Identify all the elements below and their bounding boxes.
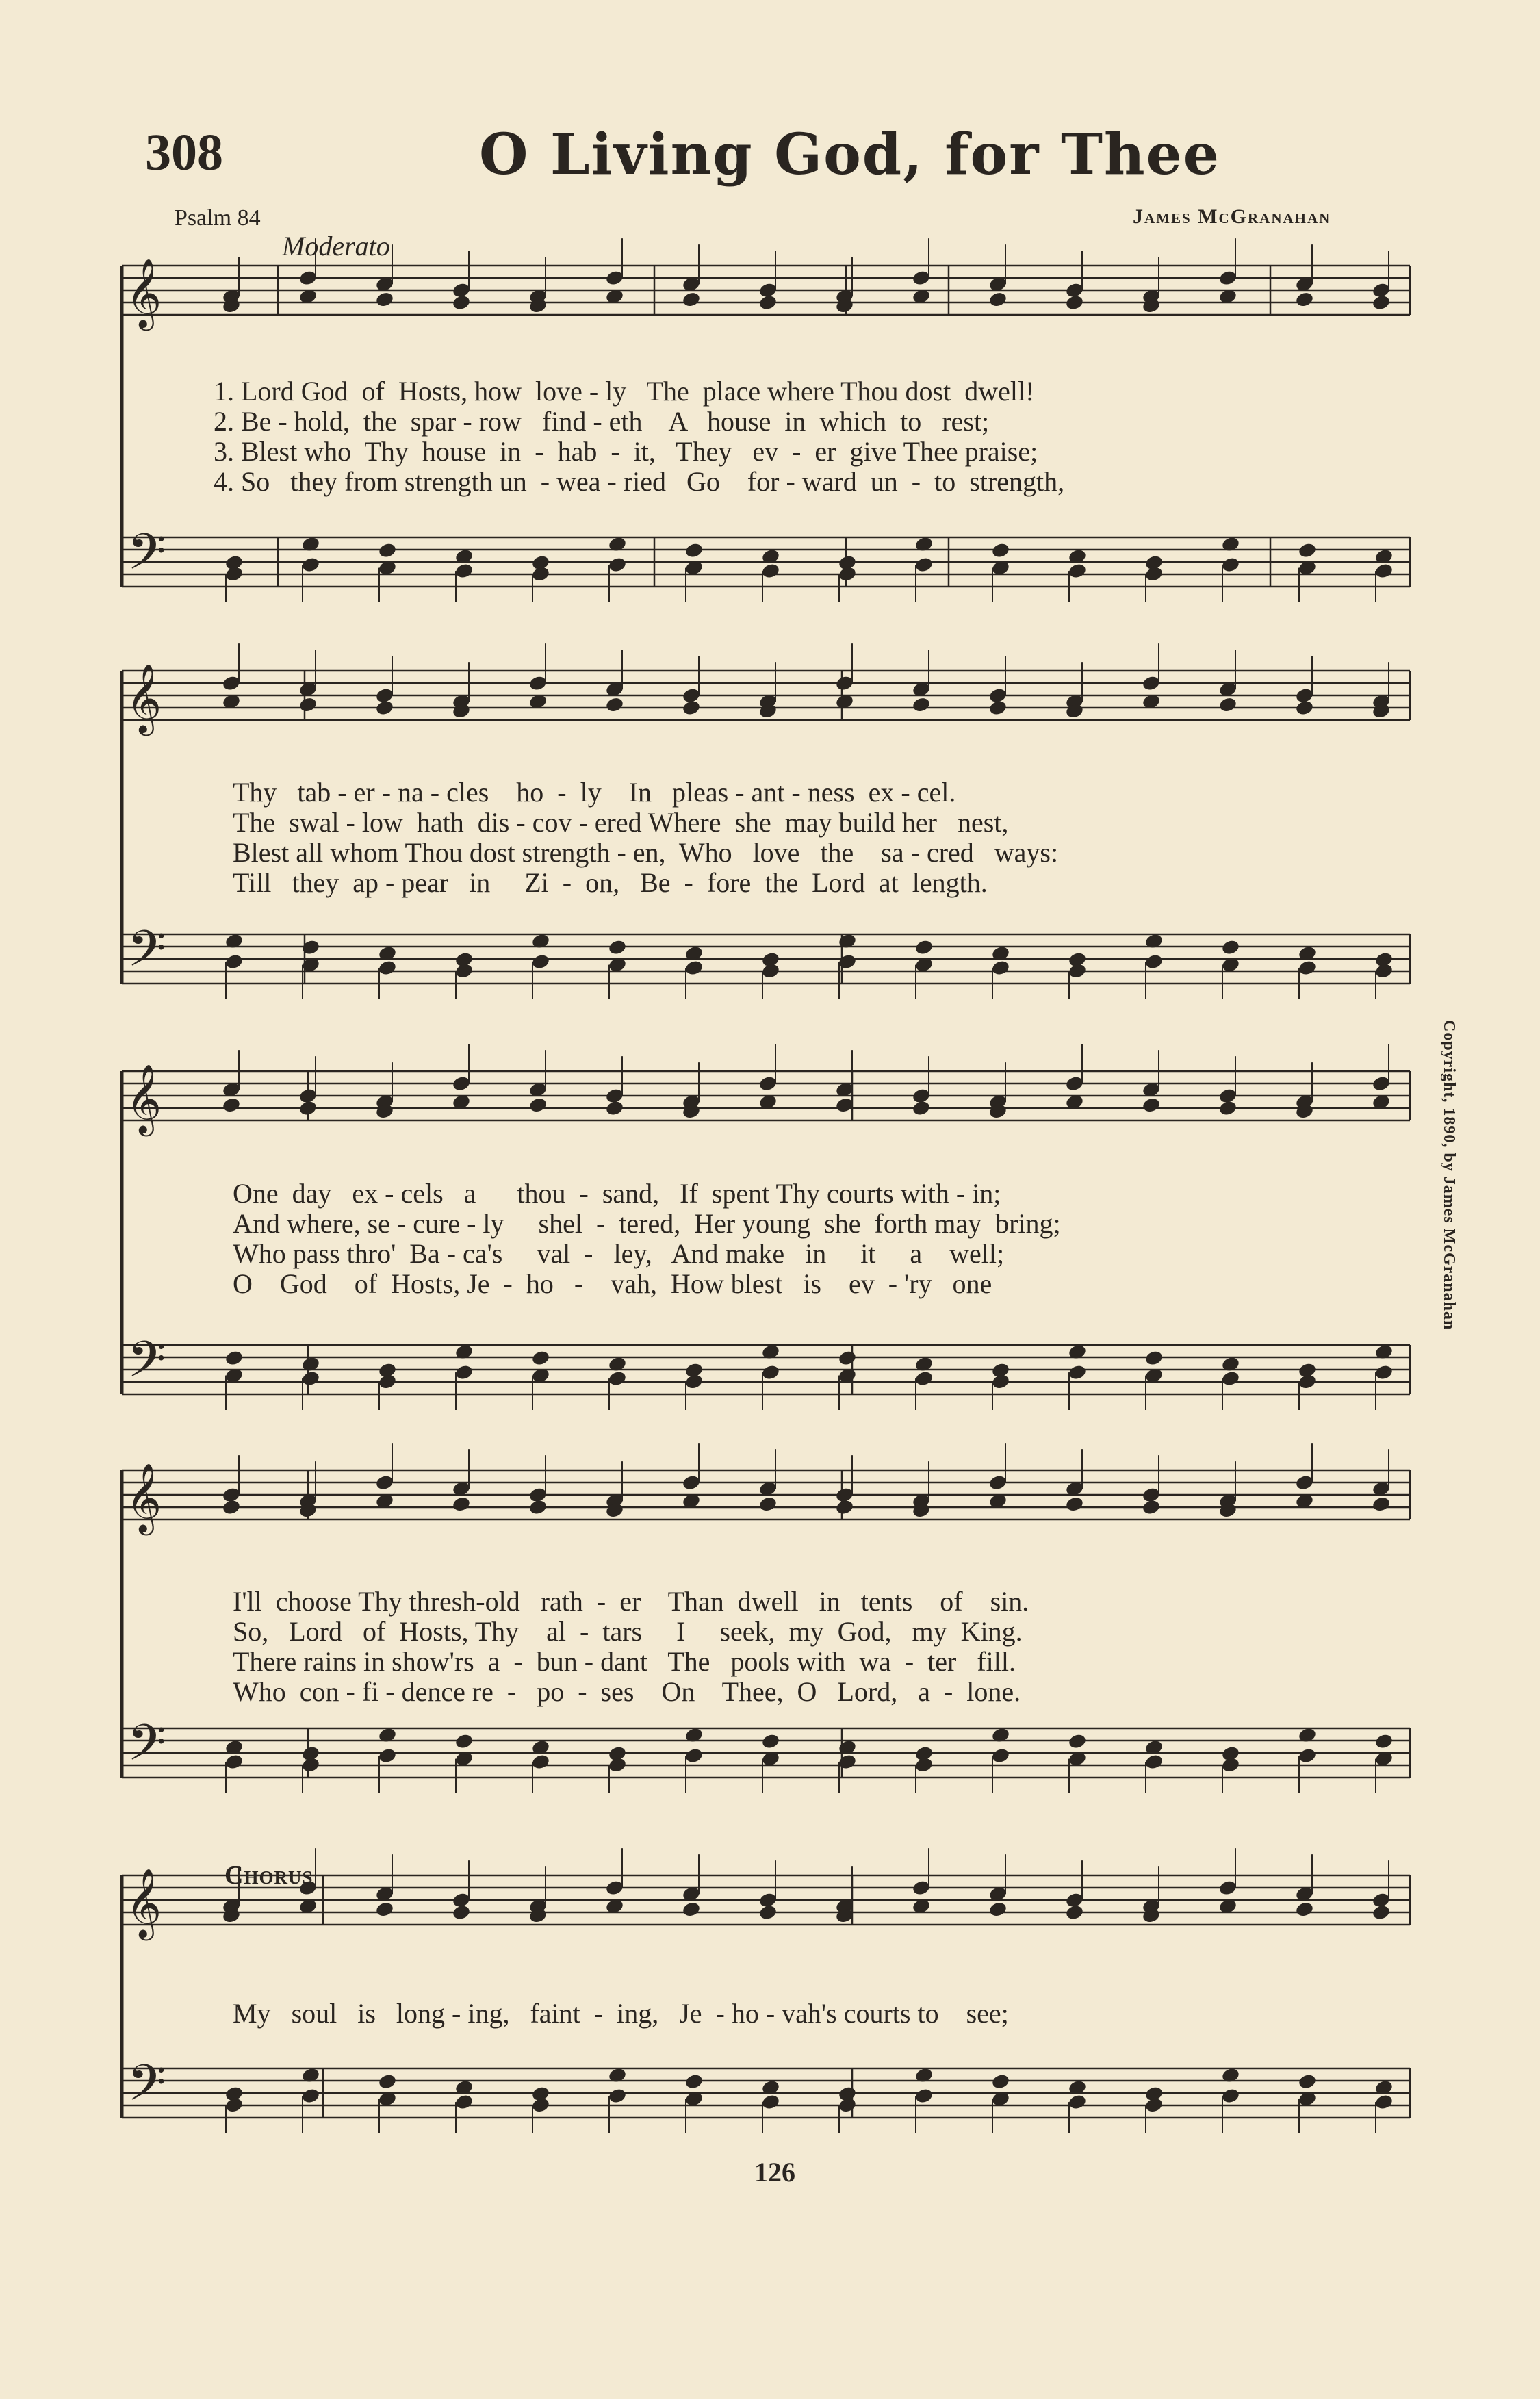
note-head [1065, 1496, 1085, 1513]
lyric-line: There rains in show'rs a - bun - dant The pools with wa - ter fill. [233, 1646, 1016, 1677]
lyric-line: 2. Be - hold, the spar - row find - eth A house in which to rest; [214, 406, 990, 437]
note-head [1372, 1496, 1391, 1513]
note-head [224, 1754, 244, 1771]
note-head [988, 700, 1008, 717]
treble-clef-icon: 𝄞 [126, 1462, 162, 1532]
note-head [761, 962, 781, 979]
copyright-notice: Copyright, 1890, by James McGranahan [1440, 1020, 1458, 1331]
note-head [1221, 1756, 1241, 1773]
note-head [608, 1370, 628, 1387]
note-head [1144, 953, 1164, 971]
note-head [452, 1904, 472, 1921]
psalm-reference: Psalm 84 [175, 205, 261, 231]
note-head [761, 563, 781, 580]
lyric-line: Thy tab - er - na - cles ho - ly In pleas - ant - ness ex - cel. [233, 777, 956, 808]
note-head [301, 1370, 321, 1387]
note-head [761, 1364, 781, 1381]
lyric-line: Who pass thro' Ba - ca's val - ley, And make in it a well; [233, 1238, 1005, 1269]
note-head [528, 1499, 548, 1516]
treble-clef-icon: 𝄞 [126, 257, 162, 328]
note-head [608, 2088, 628, 2105]
note-head [1374, 563, 1394, 580]
note-head [991, 960, 1011, 977]
bass-clef-icon: 𝄢 [127, 1330, 166, 1400]
note-head [608, 939, 628, 956]
note-head [1068, 2094, 1088, 2111]
bass-clef-icon: 𝄢 [127, 522, 166, 593]
note-head [684, 1747, 704, 1765]
lyric-line: So, Lord of Hosts, Thy al - tars I seek, my God, my King. [233, 1616, 1023, 1647]
treble-clef-icon: 𝄞 [126, 1867, 162, 1938]
note-head [1295, 291, 1315, 308]
note-head [1142, 1096, 1162, 1114]
note-head [1144, 1754, 1164, 1771]
note-head [1144, 565, 1164, 582]
lyric-line: 4. So they from strength un - wea - ried Go for - ward un - to strength, [214, 466, 1065, 497]
note-head [684, 2073, 704, 2090]
note-head [914, 1370, 934, 1387]
note-head [991, 1373, 1011, 1390]
note-head [1295, 1901, 1315, 1918]
note-head [531, 953, 551, 971]
note-head [1298, 2073, 1318, 2090]
note-head [758, 294, 778, 311]
lyric-line: And where, se - cure - ly shel - tered, Her young she forth may bring; [233, 1208, 1061, 1239]
note-head [454, 1733, 474, 1750]
note-head [375, 1901, 395, 1918]
note-head [912, 1100, 932, 1117]
lyric-line: O God of Hosts, Je - ho - vah, How blest is ev - 'ry one [233, 1268, 992, 1299]
note-head [1298, 1373, 1318, 1390]
note-head [761, 2094, 781, 2111]
note-head [531, 1350, 551, 1367]
note-head [375, 700, 395, 717]
lyric-line: Blest all whom Thou dost strength - en, Who love the sa - cred ways: [233, 837, 1059, 868]
note-head [224, 565, 244, 582]
note-head [378, 1373, 398, 1390]
note-head [684, 542, 704, 559]
note-head [1298, 1747, 1318, 1765]
note-head [452, 1496, 472, 1513]
lyric-line: The swal - low hath dis - cov - ered Where she may build her nest, [233, 807, 1009, 838]
note-head [454, 2094, 474, 2111]
note-head [452, 294, 472, 311]
note-head [1372, 1904, 1391, 1921]
note-head [991, 1747, 1011, 1765]
bass-clef-icon: 𝄢 [127, 1713, 166, 1784]
note-head [222, 1499, 242, 1516]
note-head [1221, 556, 1241, 574]
note-head [222, 1096, 242, 1114]
note-head [758, 1904, 778, 1921]
note-head [1295, 700, 1315, 717]
note-head [838, 1754, 858, 1771]
note-head [528, 1096, 548, 1114]
tempo-marking: Moderato [282, 231, 390, 261]
note-head [1144, 1350, 1164, 1367]
note-head [1068, 1733, 1088, 1750]
note-head [224, 953, 244, 971]
note-head [301, 1756, 321, 1773]
note-head [988, 1901, 1008, 1918]
note-head [988, 291, 1008, 308]
note-head [224, 2096, 244, 2114]
bass-clef-icon: 𝄢 [127, 2053, 166, 2124]
bass-clef-icon: 𝄢 [127, 919, 166, 990]
note-head [1374, 962, 1394, 979]
lyric-line: My soul is long - ing, faint - ing, Je - ho - vah's courts to see; [233, 1998, 1009, 2029]
lyric-line: I'll choose Thy thresh-old rath - er Than dwell in tents of sin. [233, 1586, 1029, 1617]
note-head [1068, 962, 1088, 979]
note-head [914, 556, 934, 574]
lyric-line: 3. Blest who Thy house in - hab - it, They ev - er give Thee praise; [214, 436, 1038, 467]
note-head [761, 1733, 781, 1750]
treble-clef-icon: 𝄞 [126, 1063, 162, 1133]
note-head [608, 1756, 628, 1773]
note-head [1372, 294, 1391, 311]
note-head [224, 1350, 244, 1367]
note-head [838, 953, 858, 971]
note-head [454, 962, 474, 979]
note-head [914, 2088, 934, 2105]
note-head [684, 1373, 704, 1390]
note-head [835, 1499, 855, 1516]
note-head [1068, 1364, 1088, 1381]
note-head [1142, 1499, 1162, 1516]
note-head [531, 1754, 551, 1771]
note-head [991, 2073, 1011, 2090]
note-head [605, 1100, 625, 1117]
note-head [605, 696, 625, 713]
note-head [1298, 960, 1318, 977]
note-head [1065, 294, 1085, 311]
note-head [1374, 1733, 1394, 1750]
note-head [838, 565, 858, 582]
note-head [375, 291, 395, 308]
note-head [378, 1747, 398, 1765]
note-head [682, 700, 702, 717]
note-head [1221, 2088, 1241, 2105]
note-head [758, 1496, 778, 1513]
note-head [838, 2096, 858, 2114]
note-head [1068, 563, 1088, 580]
note-head [378, 960, 398, 977]
note-head [1218, 1100, 1238, 1117]
note-head [301, 2088, 321, 2105]
hymn-title: O Living God, for Thee [479, 122, 1220, 188]
note-head [914, 1756, 934, 1773]
note-head [682, 291, 702, 308]
note-head [1221, 1370, 1241, 1387]
note-head [1298, 542, 1318, 559]
note-head [531, 565, 551, 582]
note-head [682, 1901, 702, 1918]
hymn-number: 308 [145, 124, 223, 181]
note-head [838, 1350, 858, 1367]
note-head [298, 696, 318, 713]
lyric-line: One day ex - cels a thou - sand, If spent Thy courts with - in; [233, 1178, 1001, 1209]
chorus-label: Chorus [224, 1861, 313, 1890]
note-head [1144, 2096, 1164, 2114]
note-head [378, 2073, 398, 2090]
note-head [531, 2096, 551, 2114]
note-head [1221, 939, 1241, 956]
note-head [1065, 1904, 1085, 1921]
page-number: 126 [754, 2157, 795, 2188]
lyric-line: Who con - fi - dence re - po - ses On Thee, O Lord, a - lone. [233, 1676, 1021, 1707]
note-head [608, 556, 628, 574]
composer-credit: James McGranahan [1133, 205, 1331, 228]
note-head [1374, 2094, 1394, 2111]
lyric-line: 1. Lord God of Hosts, how love - ly The place where Thou dost dwell! [214, 376, 1035, 407]
note-head [914, 939, 934, 956]
note-head [378, 542, 398, 559]
note-head [991, 542, 1011, 559]
note-head [454, 1364, 474, 1381]
note-head [684, 960, 704, 977]
note-head [1218, 696, 1238, 713]
note-head [301, 556, 321, 574]
note-head [454, 563, 474, 580]
note-head [1374, 1364, 1394, 1381]
lyric-line: Till they ap - pear in Zi - on, Be - fore the Lord at length. [233, 867, 988, 898]
note-head [298, 1100, 318, 1117]
note-head [912, 696, 932, 713]
treble-clef-icon: 𝄞 [126, 663, 162, 733]
